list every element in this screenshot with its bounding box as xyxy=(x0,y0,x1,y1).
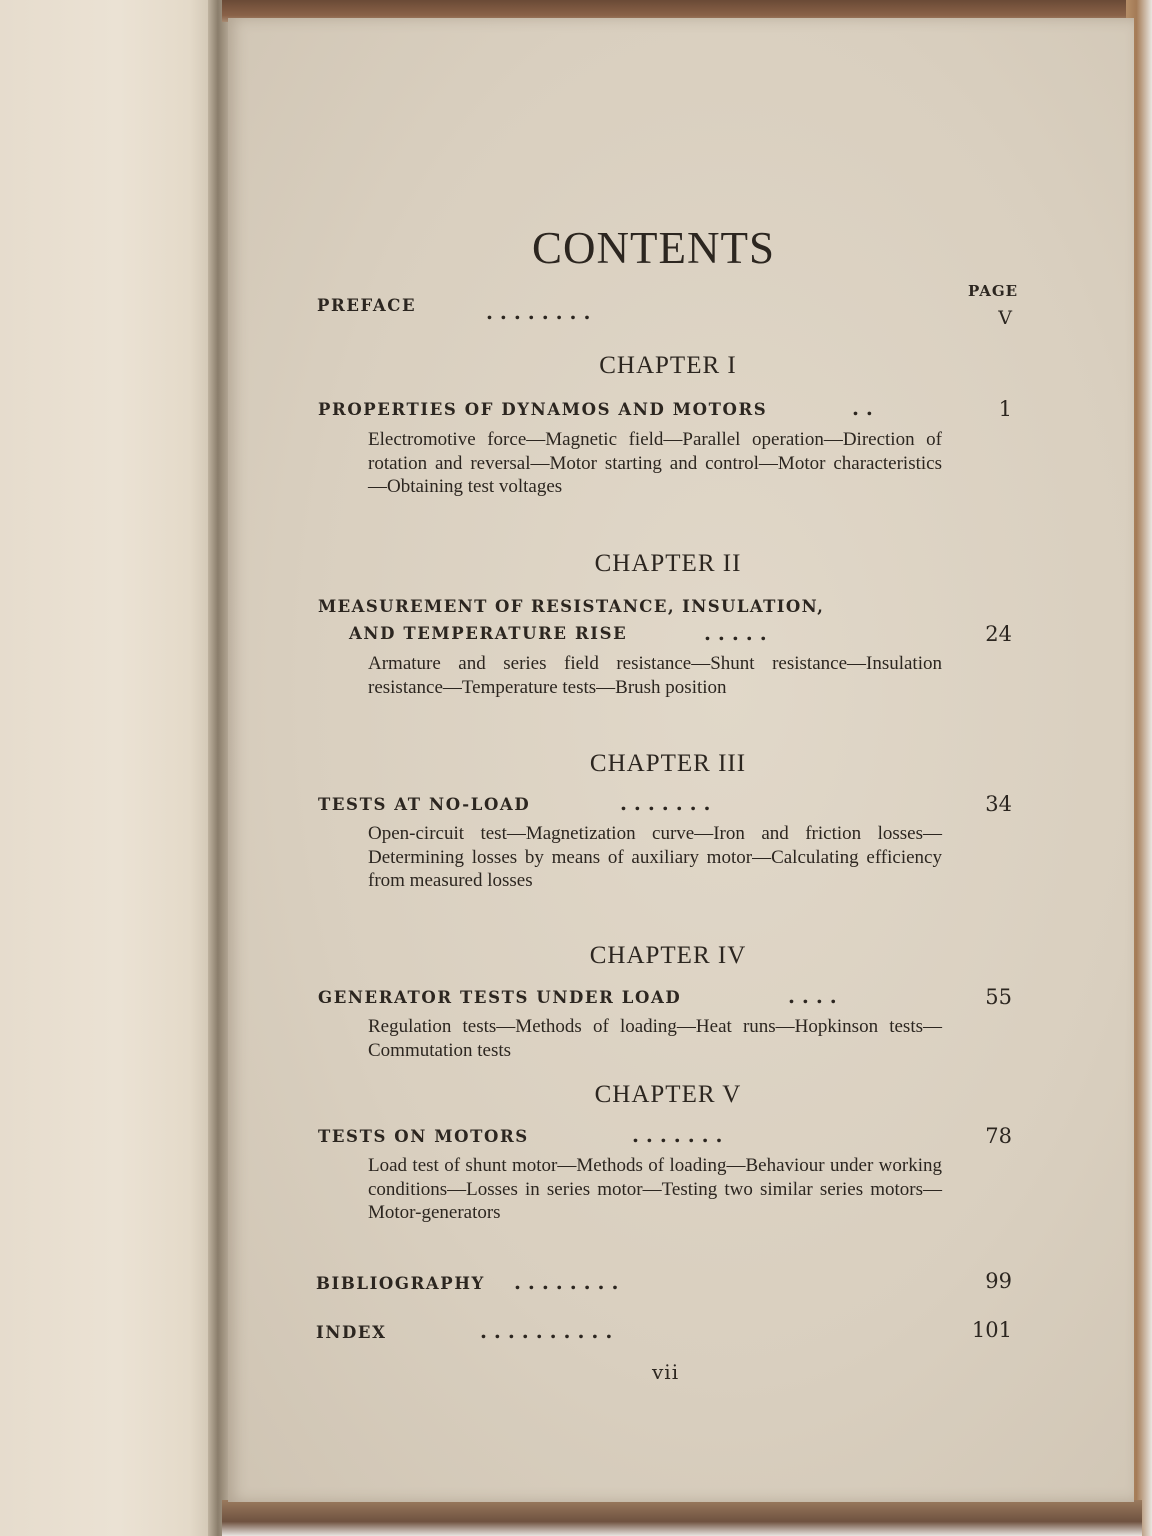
chapter-leader: . . . . . . . xyxy=(620,791,711,815)
bibliography-leader: . . . . . . . . xyxy=(514,1270,619,1294)
chapter-page: 1 xyxy=(998,397,1012,421)
chapter-title: PROPERTIES OF DYNAMOS AND MOTORS xyxy=(318,400,768,419)
chapter-description: Open-circuit test—Magnetization curve—Iron and friction losses—Determining losses by means of auxiliary motor—Calculating efficiency from measured losses xyxy=(368,823,942,891)
bibliography-title: BIBLIOGRAPHY xyxy=(316,1274,485,1293)
chapter-title: TESTS ON MOTORS xyxy=(318,1127,529,1146)
chapter-page: 78 xyxy=(985,1124,1012,1148)
chapter-title: GENERATOR TESTS UNDER LOAD xyxy=(318,988,682,1007)
chapter-page: 55 xyxy=(985,985,1012,1009)
cover-edge-bottom xyxy=(222,1500,1142,1536)
chapter-title: TESTS AT NO-LOAD xyxy=(318,795,531,814)
left-page xyxy=(0,0,215,1536)
chapter-title: MEASUREMENT OF RESISTANCE, INSULATION, xyxy=(318,597,825,616)
index-page: 101 xyxy=(971,1318,1012,1342)
preface-page: V xyxy=(998,307,1012,329)
page-folio: vii xyxy=(652,1360,680,1384)
chapter-description: Load test of shunt motor—Methods of loading—Behaviour under working conditions—Losses in series motor—Testing two similar series motors—Motor-generators xyxy=(368,1155,942,1223)
index-leader: . . . . . . . . . . xyxy=(480,1319,613,1343)
chapter-leader: . . . . xyxy=(788,984,837,1008)
book-gutter xyxy=(208,0,230,1536)
preface-title: PREFACE xyxy=(317,296,417,315)
chapter-description: Regulation tests—Methods of loading—Heat runs—Hopkinson tests—Commutation tests xyxy=(368,1016,942,1061)
bibliography-page: 99 xyxy=(985,1269,1012,1293)
chapter-leader: . . . . . . . xyxy=(632,1123,723,1147)
index-title: INDEX xyxy=(316,1323,387,1342)
chapter-heading: CHAPTER II xyxy=(594,550,742,577)
chapter-description: Armature and series field resistance—Shunt resistance—Insulation resistance—Temperature tests—Brush position xyxy=(368,653,942,698)
page-title: CONTENTS xyxy=(532,223,775,273)
chapter-page: 24 xyxy=(985,622,1012,646)
chapter-heading: CHAPTER V xyxy=(594,1081,742,1108)
chapter-title-continued: AND TEMPERATURE RISE xyxy=(349,624,628,643)
preface-leader: . . . . . . . . xyxy=(486,300,591,324)
chapter-heading: CHAPTER III xyxy=(589,750,747,777)
chapter-heading: CHAPTER IV xyxy=(589,942,747,969)
chapter-page: 34 xyxy=(985,792,1012,816)
chapter-heading: CHAPTER I xyxy=(599,352,737,379)
page-column-label: PAGE xyxy=(968,282,1019,300)
chapter-leader: . . xyxy=(852,396,873,420)
chapter-leader: . . . . . xyxy=(704,621,767,645)
chapter-description: Electromotive force—Magnetic field—Parallel operation—Direction of rotation and reversal—Motor starting and control—Motor characteristics—Obtaining test voltages xyxy=(368,429,942,497)
